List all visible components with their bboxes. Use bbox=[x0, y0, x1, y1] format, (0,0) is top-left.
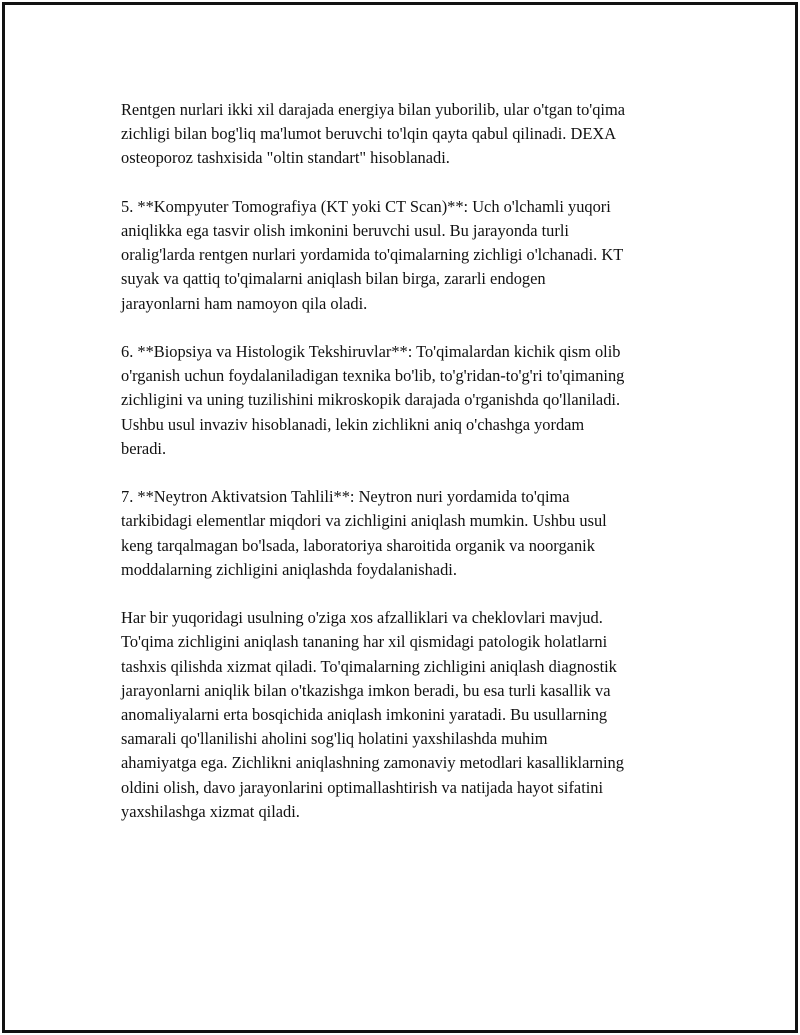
text-line: yaxshilashga xizmat qiladi. bbox=[121, 801, 300, 821]
text-line: keng tarqalmagan bo'lsada, laboratoriya sharoitida organik va noorganik bbox=[121, 535, 595, 555]
paragraph-ct-scan bbox=[121, 195, 701, 316]
document-page bbox=[2, 2, 798, 1033]
text-line: samarali qo'llanilishi aholini sog'liq holatini yaxshilashda muhim bbox=[121, 729, 548, 749]
paragraph-conclusion bbox=[121, 606, 701, 824]
text-line: jarayonlarni ham namoyon qila oladi. bbox=[121, 293, 368, 313]
text-line: tarkibidagi elementlar miqdori va zichligini aniqlash mumkin. Ushbu usul bbox=[121, 511, 607, 531]
document-body bbox=[121, 98, 701, 848]
text-line: anomaliyalarni erta bosqichida aniqlash imkonini yaratadi. Bu usullarning bbox=[121, 705, 608, 725]
text-line: moddalarning zichligini aniqlashda foydalanishadi. bbox=[121, 559, 457, 579]
text-line: jarayonlarni aniqlik bilan o'tkazishga imkon beradi, bu esa turli kasallik va bbox=[121, 680, 611, 700]
text-line: 5. **Kompyuter Tomografiya (KT yoki CT Scan)**: Uch o'lchamli yuqori bbox=[121, 196, 611, 216]
text-line: 7. **Neytron Aktivatsion Tahlili**: Neytron nuri yordamida to'qima bbox=[121, 487, 570, 507]
text-line: aniqlikka ega tasvir olish imkonini beruvchi usul. Bu jarayonda turli bbox=[121, 221, 569, 240]
text-line: 6. **Biopsiya va Histologik Tekshiruvlar**: To'qimalardan kichik qism olib bbox=[121, 342, 621, 361]
text-line: zichligini va uning tuzilishini mikroskopik darajada o'rganishda qo'llaniladi. bbox=[121, 390, 621, 410]
paragraph-neutron-activation bbox=[121, 485, 701, 582]
text-line: Ushbu usul invaziv hisoblanadi, lekin zichlikni aniq o'chashga yordam bbox=[121, 414, 585, 434]
text-line: suyak va qattiq to'qimalarni aniqlash bilan birga, zararli endogen bbox=[121, 269, 546, 289]
text-line: To'qima zichligini aniqlash tananing har xil qismidagi patologik holatlarni bbox=[121, 632, 608, 652]
text-line: tashxis qilishda xizmat qiladi. To'qimalarning zichligini aniqlash diagnostik bbox=[121, 656, 617, 676]
text-line: Har bir yuqoridagi usulning o'ziga xos afzalliklari va cheklovlari mavjud. bbox=[121, 608, 603, 628]
text-line: osteoporoz tashxisida "oltin standart" hisoblanadi. bbox=[121, 148, 450, 168]
text-line: oralig'larda rentgen nurlari yordamida to'qimalarning zichligi o'lchanadi. KT bbox=[121, 245, 624, 265]
text-line: oldini olish, davo jarayonlarini optimallashtirish va natijada hayot sifatini bbox=[121, 777, 604, 797]
text-line: zichligi bilan bog'liq ma'lumot beruvchi to'lqin qayta qabul qilinadi. DEXA bbox=[121, 124, 617, 144]
paragraph-dexa-continuation bbox=[121, 98, 701, 171]
text-line: Rentgen nurlari ikki xil darajada energiya bilan yuborilib, ular o'tgan to'qima bbox=[121, 100, 626, 119]
text-line: o'rganish uchun foydalaniladigan texnika bo'lib, to'g'ridan-to'g'ri to'qimaning bbox=[121, 366, 625, 386]
text-line: ahamiyatga ega. Zichlikni aniqlashning zamonaviy metodlari kasalliklarning bbox=[121, 753, 624, 773]
text-line: beradi. bbox=[121, 438, 167, 458]
paragraph-biopsy-histology bbox=[121, 340, 701, 461]
